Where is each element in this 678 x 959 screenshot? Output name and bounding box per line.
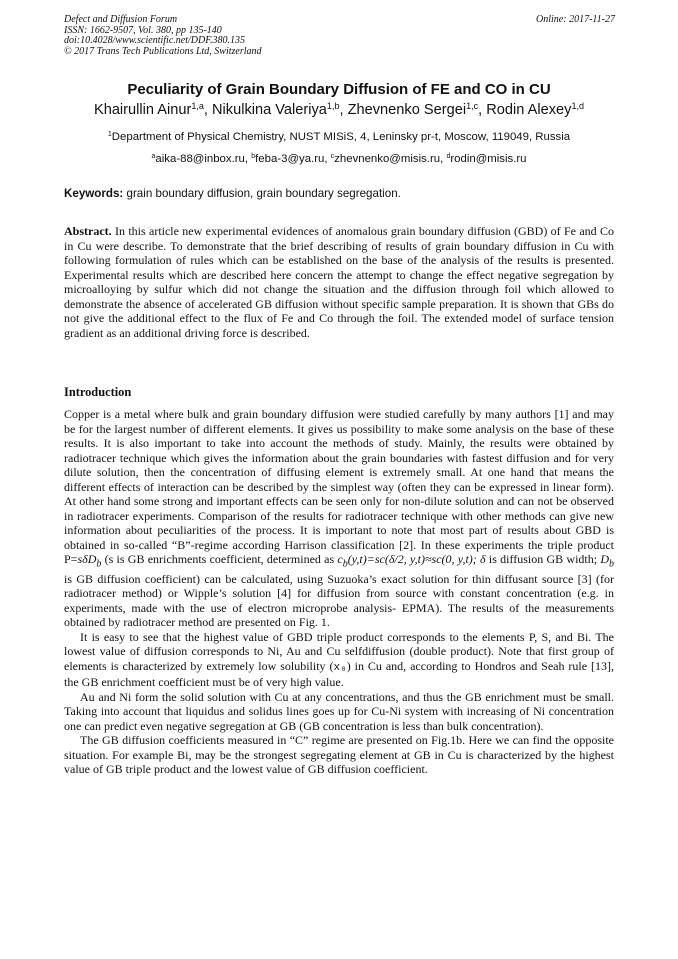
- paragraph-text: ) in Cu and, according to Hondros and Seah rule [13], the GB enrichment coefficient must be of very high value.: [64, 658, 614, 690]
- paragraph-text: (s is GB enrichments coefficient, determined as: [101, 552, 338, 566]
- symbol: x₀: [333, 661, 347, 674]
- online-date: Online: 2017-11-27: [536, 14, 615, 25]
- section-heading-introduction: Introduction: [64, 385, 132, 399]
- paragraph: Au and Ni form the solid solution with Cu at any concentrations, and thus the GB enrichment must be small. Taking into account that liquidus and solidus lines goes up for Cu-Ni system with increasing of Ni concentration one can predict even negative segregation at GB (GB concentration is less than bulk concentration).: [64, 689, 614, 733]
- paragraph: [64, 407, 614, 630]
- keywords-text: grain boundary diffusion, grain boundary segregation.: [123, 187, 401, 200]
- equation-sub: b: [342, 558, 348, 570]
- equation-sub: b: [96, 558, 102, 570]
- journal-copyright: © 2017 Trans Tech Publications Ltd, Switzerland: [64, 45, 262, 57]
- email-link[interactable]: rodin@misis.ru: [450, 153, 527, 165]
- email-sup: a: [151, 153, 156, 161]
- equation: (y,t)=sc(δ/2, y,t)≈sc(0, y,t); δ: [347, 552, 486, 566]
- affiliation-sup: 1: [107, 131, 112, 139]
- email-sup: c: [330, 153, 335, 161]
- journal-doi: doi:10.4028/www.scientific.net/DDF.380.135: [64, 35, 246, 46]
- email-sup: b: [251, 153, 256, 161]
- paragraph-text: Copper is a metal where bulk and grain boundary diffusion were studied carefully by many authors [1] and may be for the largest number of different elements. It gives us possibility to make some analysis on the base of these results. It is also important to take into account the methods of study. Mainly, the results were obtained by radiotracer technique which gives the information about the grain boundaries with fastest diffusion and for very dilute solution, then the concentration of diffusing element is extremely small. At one hand that means the different effects of interaction can be described by the simplest way (often they can be expressed in linear form). At other hand some strong and important effects can be seen only for non-dilute solution and can not be observed in radiotracer experiments. Comparison of the results for radiotracer technique with other methods can give new information about peculiarities of the process. It is important to note that most part of results about GBD is obtained in so-called “B”-regime according Harrison classification [2]. In these experiments the triple product P=: [64, 407, 614, 566]
- paper-title: Peculiarity of Grain Boundary Diffusion of FE and CO in CU: [127, 81, 551, 98]
- author-name: Khairullin Ainur: [93, 102, 192, 118]
- paragraph-text: is diffusion GB width;: [485, 552, 601, 566]
- abstract-text: In this article new experimental evidences of anomalous grain boundary diffusion (GBD) of Fe and Co in Cu were describe. To demonstrate that the brief describing of results of grain boundary diffusion in Cu with following formulation of rules which can be established on the base of the analysis of the results is presented. Experimental results which are described here concern the attempt to change the effect negative segregation by microalloying by sulfur which did not change the situation and the diffusion through foil which allowed to demonstrate the absence of accelerated GB diffusion without specific sample preparation. It is shown that GBs do not give the additional effect to the flux of Fe and Co through the foil. The extended model of surface tension gradient as an additional driving force is described.: [64, 224, 614, 340]
- author-affil-sup: 1,c: [466, 101, 479, 112]
- paragraph: The GB diffusion coefficients measured in “C” regime are presented on Fig.1b. Here we can find the opposite situation. For example Bi, may be the strongest segregating element at GB in Cu is characterized by the highest value of GB triple product and the lowest value of GB diffusion coefficient.: [64, 733, 614, 777]
- abstract: [64, 224, 614, 340]
- equation: D: [600, 552, 609, 566]
- affiliation: [0, 131, 678, 143]
- author-name: Zhevnenko Sergei: [347, 102, 467, 118]
- paragraph-text: It is easy to see that the highest value of GBD triple product corresponds to the elements P, S, and Bi. The lowest value of diffusion corresponds to Ni, Au and Cu selfdiffusion (double product). Note that first group of elements is characterized by extremely low solubility (: [64, 629, 614, 673]
- equation: sδD: [77, 552, 97, 566]
- paragraph: [64, 630, 614, 690]
- paragraph-text: is GB diffusion coefficient) can be calculated, using Suzuoka’s exact solution for thin diffusant source [3] (for radiotracer method) or Wipple’s solution [4] for diffusion from source with constant concentration (e.g. in experiments, made with the use of electron microprobe analysis- EPMA). The results of the measurements obtained by radiotracer method are presented on Fig. 1.: [64, 571, 614, 630]
- keywords-label: Keywords:: [64, 187, 124, 200]
- author-affil-sup: 1,b: [326, 101, 340, 112]
- equation-sub: b: [609, 558, 614, 570]
- author-affil-sup: 1,d: [571, 101, 585, 112]
- journal-header: [64, 15, 262, 57]
- equation: c: [337, 552, 343, 566]
- email-link[interactable]: feba-3@ya.ru: [255, 153, 325, 165]
- email-link[interactable]: zhevnenko@misis.ru: [334, 153, 441, 165]
- author-affil-sup: 1,a: [191, 101, 204, 112]
- introduction-body: [64, 407, 614, 777]
- author-name: Rodin Alexey: [486, 102, 572, 118]
- email-link[interactable]: aika-88@inbox.ru: [155, 153, 245, 165]
- journal-issn: ISSN: 1662-9507, Vol. 380, pp 135-140: [64, 24, 222, 36]
- abstract-label: Abstract.: [64, 224, 112, 238]
- affiliation-text: Department of Physical Chemistry, NUST MISiS, 4, Leninsky pr-t, Moscow, 119049, Russia: [111, 131, 571, 143]
- keywords: [64, 187, 620, 200]
- author-emails: $^a$aika-88@inbox.ru, $^b$feba-3@ya.ru, $^c$zhevnenko@misis.ru, $^d$rodin@misis.ru: [151, 153, 527, 165]
- author-name: Nikulkina Valeriya: [212, 102, 327, 118]
- email-sup: d: [446, 153, 451, 161]
- journal-name: Defect and Diffusion Forum: [64, 14, 178, 25]
- author-list: Khairullin Ainur$^{1,a}$, Nikulkina Valeriya$^{1,b}$, Zhevnenko Sergei$^{1,c}$, Rodin Alexey$^{1,d}$: [93, 101, 585, 118]
